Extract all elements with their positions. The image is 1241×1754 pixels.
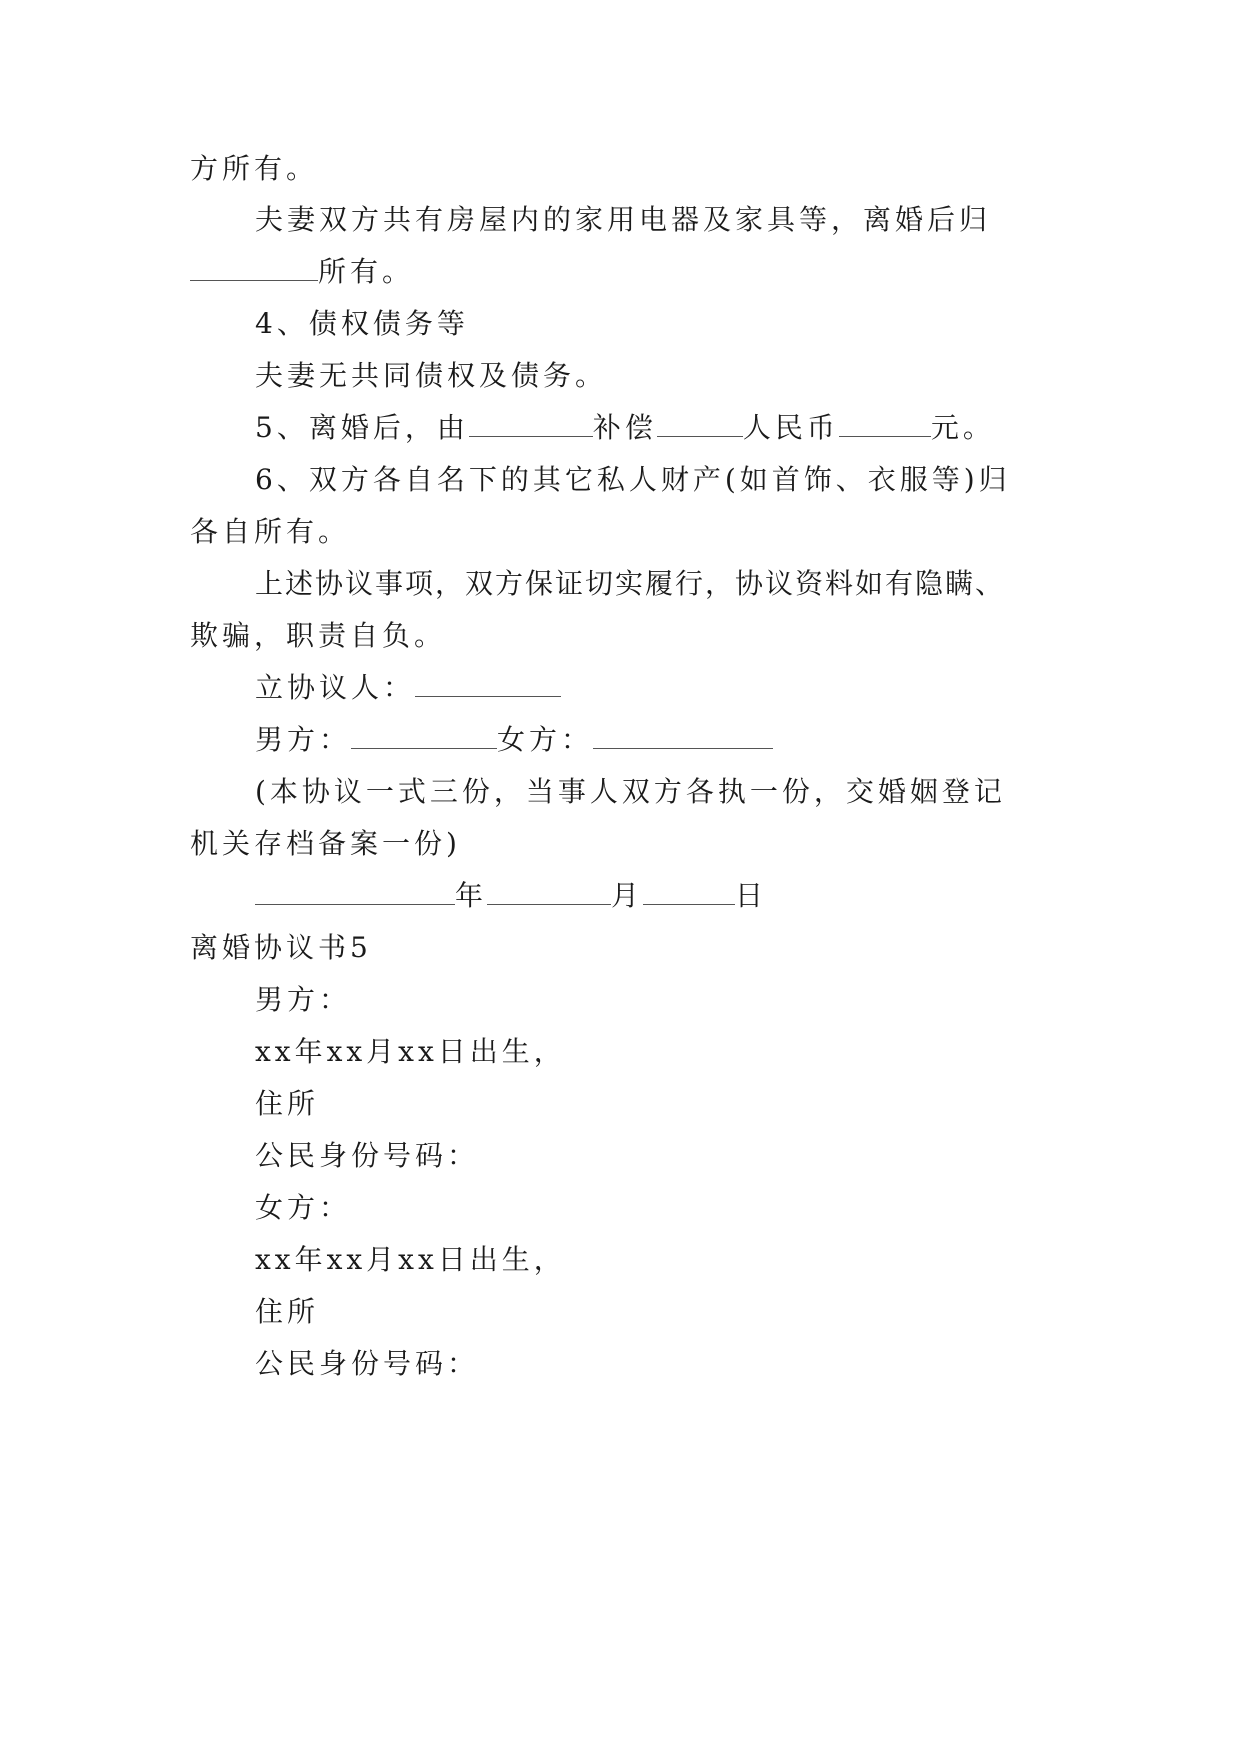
blank-underline	[657, 408, 743, 437]
blank-underline	[839, 408, 931, 437]
blank-underline	[469, 408, 593, 437]
parties-line	[255, 720, 773, 760]
paragraph-line: xx年xx月xx日出生，	[255, 1243, 566, 1276]
paragraph-line: 夫妻双方共有房屋内的家用电器及家具等，离婚后归	[255, 203, 992, 236]
paragraph-line	[190, 252, 414, 292]
text-segment: 年	[455, 879, 488, 912]
signatory-line	[255, 668, 561, 708]
text-segment: 立协议人：	[255, 671, 416, 704]
paragraph-line: 公民身份号码：	[255, 1347, 480, 1380]
blank-underline	[487, 876, 611, 905]
text-segment: 男方：	[255, 723, 352, 756]
paragraph-line: 夫妻无共同债权及债务。	[255, 359, 608, 392]
text-segment: 所有。	[318, 255, 415, 288]
paragraph-line: 6、双方各自名下的其它私人财产(如首饰、衣服等)归	[255, 463, 1011, 496]
blank-underline	[593, 720, 773, 749]
paragraph-line: 方所有。	[190, 152, 319, 185]
paragraph-line: 欺骗，职责自负。	[190, 619, 447, 652]
text-segment: 5、离婚后，由	[255, 411, 469, 444]
text-segment: 人民币	[742, 411, 839, 444]
blank-underline	[415, 668, 561, 697]
paragraph-line: (本协议一式三份，当事人双方各执一份，交婚姻登记	[255, 775, 1006, 808]
paragraph-line: 女方：	[255, 1191, 352, 1224]
compensation-line	[255, 408, 995, 448]
paragraph-line: 各自所有。	[190, 515, 351, 548]
paragraph-line: 机关存档备案一份)	[190, 827, 461, 860]
text-segment: 日	[735, 879, 768, 912]
section-heading: 4、债权债务等	[255, 307, 469, 340]
paragraph-line: 公民身份号码：	[255, 1139, 480, 1172]
date-line	[255, 876, 767, 916]
paragraph-line: 上述协议事项，双方保证切实履行，协议资料如有隐瞒、	[255, 567, 1006, 600]
paragraph-line: xx年xx月xx日出生，	[255, 1035, 566, 1068]
document-title: 离婚协议书5	[190, 931, 372, 964]
text-segment: 月	[611, 879, 644, 912]
text-segment: 元。	[930, 411, 995, 444]
paragraph-line: 住所	[255, 1295, 320, 1328]
paragraph-line: 男方：	[255, 983, 352, 1016]
blank-underline	[351, 720, 497, 749]
text-segment: 女方：	[497, 723, 594, 756]
blank-underline	[255, 876, 455, 905]
blank-underline	[190, 252, 318, 281]
blank-underline	[643, 876, 735, 905]
text-segment: 补偿	[592, 411, 657, 444]
paragraph-line: 住所	[255, 1087, 320, 1120]
